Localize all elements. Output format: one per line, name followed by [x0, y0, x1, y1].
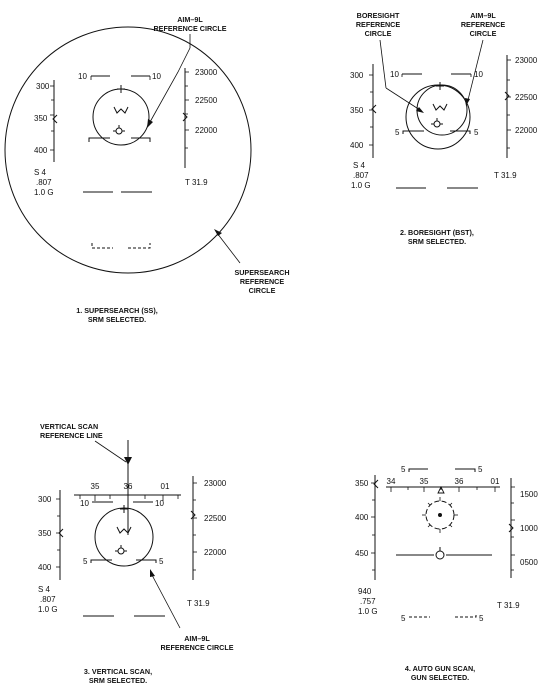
boresight-reference-circle: [406, 85, 470, 149]
altitude-tick-22000-2: 22000: [515, 126, 538, 135]
caption-panel3-line1: 3. VERTICAL SCAN,: [83, 667, 153, 676]
heading-tick-36-4: 36: [454, 477, 464, 486]
data-left-line2-4: .757: [360, 597, 376, 606]
airspeed-tick-350-2: 350: [350, 106, 364, 115]
callout-aim2-line2: REFERENCE: [460, 20, 506, 29]
flight-path-marker-4: [436, 551, 444, 559]
caption-panel1-line2: SRM SELECTED.: [87, 315, 147, 324]
callout-aim2-line3: CIRCLE: [469, 29, 497, 38]
callout-ss-leader: [217, 233, 240, 263]
airspeed-tick-450-4: 450: [355, 549, 369, 558]
altitude-tick-0500: 0500: [520, 558, 538, 567]
waterline-symbol-3: [117, 527, 131, 533]
waterline-symbol-2: [433, 104, 447, 110]
heading-tick-35-4: 35: [419, 477, 429, 486]
altitude-scale-ticks-2: [507, 60, 511, 148]
heading-tick-36: 36: [123, 482, 133, 491]
callout-vs-line1: VERTICAL SCAN: [40, 422, 99, 431]
pitch-low-label-right-3: 5: [159, 557, 164, 566]
altitude-tick-22000: 22000: [195, 126, 218, 135]
callout-aim9l-line2: REFERENCE CIRCLE: [153, 24, 227, 33]
pitch-label-left-3: 10: [80, 499, 89, 508]
pitch-low-line-left-2: [403, 131, 424, 134]
data-left-line3-3: 1.0 G: [38, 605, 58, 614]
callout-bst-leader-a: [380, 40, 386, 88]
data-left-line3: 1.0 G: [34, 188, 54, 197]
gun-reticle: [422, 497, 458, 533]
caption-panel2-line2: SRM SELECTED.: [407, 237, 467, 246]
airspeed-tick-400-4: 400: [355, 513, 369, 522]
bottom-dash-left: [92, 243, 113, 248]
callout-aim2-line1: AIM–9L: [470, 11, 496, 20]
pitch-low-label-right-2: 5: [474, 128, 479, 137]
callout-bst-line2: REFERENCE: [355, 20, 401, 29]
aim9l-reference-circle-3: [95, 508, 153, 566]
callout-aim3-leader: [152, 575, 180, 628]
airspeed-tick-350-4: 350: [355, 479, 369, 488]
panel-boresight: [350, 11, 538, 246]
pitch-label-left: 10: [78, 72, 87, 81]
pitch-label-left-4: 5: [401, 465, 406, 474]
airspeed-tick-300-3: 300: [38, 495, 52, 504]
caption-panel3-line2: SRM SELECTED.: [88, 676, 148, 685]
data-left-line3-4: 1.0 G: [358, 607, 378, 616]
pitch-low-label-left-2: 5: [395, 128, 400, 137]
callout-aim3-line2: REFERENCE CIRCLE: [160, 643, 234, 652]
data-left-line1-2: S 4: [353, 161, 366, 170]
altitude-scale-ticks-3: [193, 483, 197, 570]
data-right-3: T 31.9: [187, 599, 210, 608]
callout-bst-line3: CIRCLE: [364, 29, 392, 38]
caption-panel1-line1: 1. SUPERSEARCH (SS),: [76, 306, 158, 315]
panel-auto-gun-scan: [355, 465, 538, 682]
pitch-label-right-2: 10: [474, 70, 483, 79]
altitude-tick-22000-3: 22000: [204, 548, 227, 557]
airspeed-tick-350-3: 350: [38, 529, 52, 538]
callout-ss-line2: REFERENCE: [239, 277, 285, 286]
altitude-scale-ticks: [185, 72, 189, 148]
caption-panel2-line1: 2. BORESIGHT (BST),: [400, 228, 474, 237]
panel-vertical-scan: [38, 422, 234, 685]
pitch-label-right-4: 5: [478, 465, 483, 474]
airspeed-tick-350: 350: [34, 114, 48, 123]
callout-bst-leader-b: [386, 88, 420, 110]
pitch-line-right-4: [455, 469, 475, 472]
pitch-line-left-4: [409, 469, 428, 472]
pitch-low-label-left-3: 5: [83, 557, 88, 566]
airspeed-tick-300-2: 300: [350, 71, 364, 80]
pitch-low-label-right-4: 5: [479, 614, 484, 623]
flight-path-marker-2: [434, 121, 440, 127]
altitude-tick-23000-2: 23000: [515, 56, 538, 65]
callout-aim3-arrowhead: [150, 569, 155, 577]
callout-vs-leader: [95, 441, 126, 462]
altitude-tick-22500-2: 22500: [515, 93, 538, 102]
altitude-tick-22500-3: 22500: [204, 514, 227, 523]
data-left-line2-3: .807: [40, 595, 56, 604]
data-left-line2: .807: [36, 178, 52, 187]
data-left-line1: S 4: [34, 168, 47, 177]
pitch-label-left-2: 10: [390, 70, 399, 79]
heading-tick-01-4: 01: [490, 477, 500, 486]
callout-aim9l-line1: AIM–9L: [177, 15, 203, 24]
panel-supersearch: [5, 15, 290, 324]
callout-ss-line3: CIRCLE: [248, 286, 276, 295]
altitude-tick-1000: 1000: [520, 524, 538, 533]
pitch-low-line-right-4: [455, 613, 476, 617]
caption-panel4-line1: 4. AUTO GUN SCAN,: [404, 664, 476, 673]
aim9l-reference-circle-2: [417, 85, 467, 135]
callout-aim3-line1: AIM–9L: [184, 634, 210, 643]
data-right-4: T 31.9: [497, 601, 520, 610]
flight-path-marker-3: [118, 548, 124, 554]
altitude-tick-1500: 1500: [520, 490, 538, 499]
pitch-low-label-left-4: 5: [401, 614, 406, 623]
data-right-2: T 31.9: [494, 171, 517, 180]
airspeed-tick-400-2: 400: [350, 141, 364, 150]
airspeed-scale-ticks-4: [371, 483, 375, 570]
heading-tick-35: 35: [90, 482, 100, 491]
heading-tick-34: 34: [386, 477, 396, 486]
callout-aim9l-leader-bend: [150, 48, 190, 122]
altitude-tick-23000: 23000: [195, 68, 218, 77]
pitch-label-right: 10: [152, 72, 161, 81]
callout-vs-line2: REFERENCE LINE: [40, 431, 103, 440]
callout-bst-line1: BORESIGHT: [356, 11, 400, 20]
airspeed-tick-400-3: 400: [38, 563, 52, 572]
bottom-dash-right: [128, 243, 150, 248]
data-left-line2-2: .807: [353, 171, 369, 180]
data-right: T 31.9: [185, 178, 208, 187]
caption-panel4-line2: GUN SELECTED.: [410, 673, 470, 682]
altitude-tick-23000-3: 23000: [204, 479, 227, 488]
aim9l-reference-circle: [93, 89, 149, 145]
airspeed-tick-300: 300: [36, 82, 50, 91]
waterline-symbol: [114, 107, 128, 113]
heading-tick-01: 01: [160, 482, 170, 491]
data-left-line3-2: 1.0 G: [351, 181, 371, 190]
airspeed-tick-400: 400: [34, 146, 48, 155]
flight-path-marker: [116, 128, 122, 134]
pitch-label-right-3: 10: [155, 499, 164, 508]
callout-ss-line1: SUPERSEARCH: [234, 268, 290, 277]
data-left-line1-3: S 4: [38, 585, 51, 594]
altitude-tick-22500: 22500: [195, 96, 218, 105]
callout-aim9l-arrowhead: [147, 119, 153, 128]
data-left-line1-4: 940: [358, 587, 372, 596]
